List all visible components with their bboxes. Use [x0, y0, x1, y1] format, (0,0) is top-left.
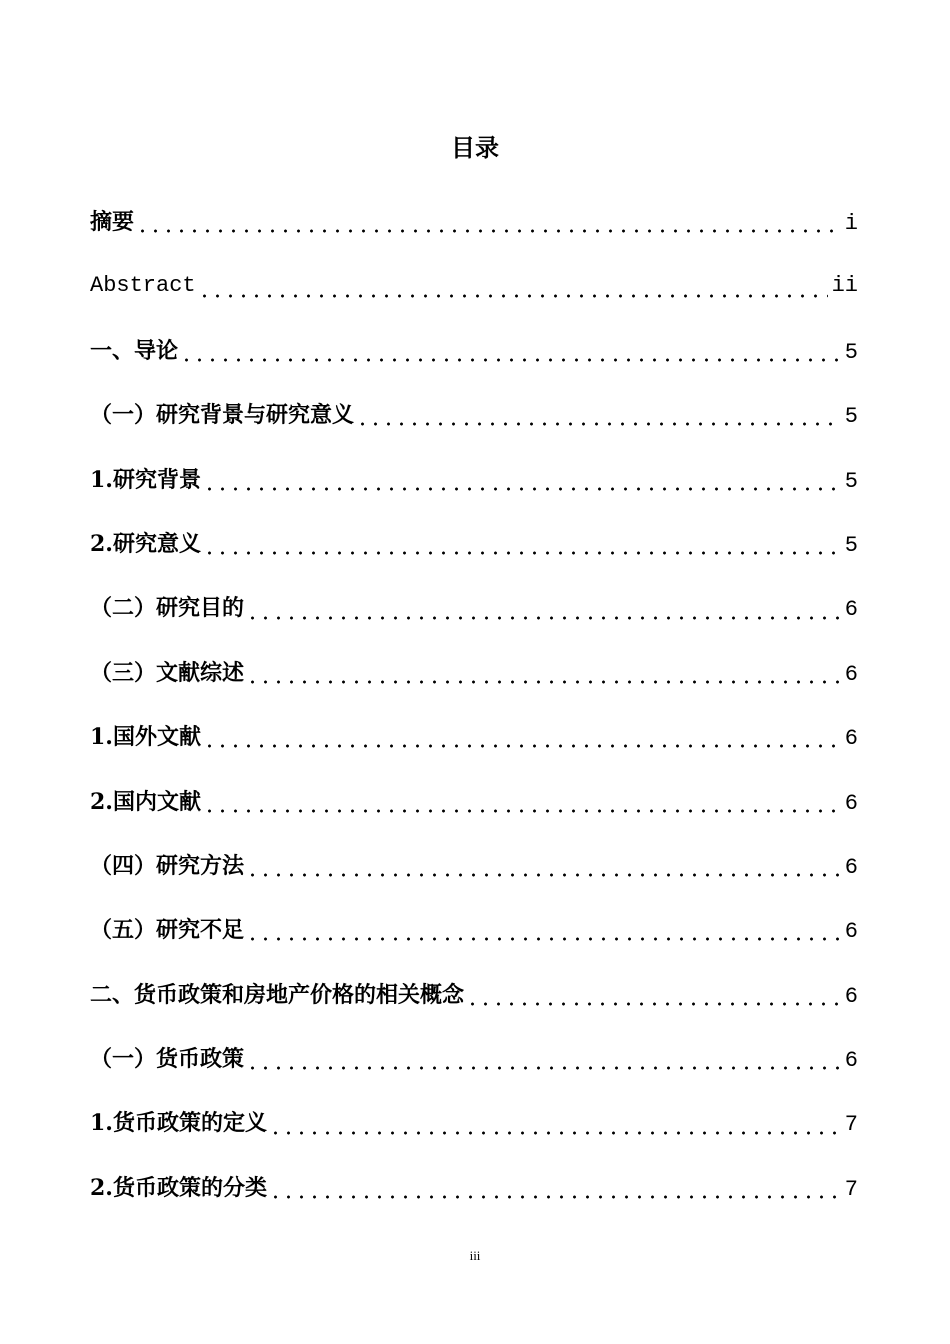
toc-entry-policy-classification[interactable]: [90, 1156, 858, 1220]
toc-entry-page: 6: [844, 983, 858, 1009]
toc-entry-label: （二）研究目的: [90, 595, 245, 622]
dot-leader: [466, 1002, 841, 1006]
dot-leader: [203, 551, 841, 555]
dot-leader: [246, 937, 841, 941]
dot-leader: [269, 1195, 841, 1199]
toc-entry-introduction[interactable]: [90, 319, 858, 383]
toc-entry-label: （四）研究方法: [90, 852, 245, 879]
dot-leader: [203, 809, 841, 813]
toc-entry-concepts[interactable]: [90, 963, 858, 1027]
toc-entry-label: 1.国外文献: [90, 724, 201, 751]
toc-entry-label: 1.研究背景: [90, 466, 201, 493]
toc-entry-domestic-literature[interactable]: [90, 770, 858, 834]
dot-leader: [198, 294, 828, 298]
toc-entry-label: （五）研究不足: [90, 917, 245, 944]
toc-entry-page: 6: [844, 919, 858, 945]
page-title: 目录: [451, 133, 499, 162]
dot-leader: [203, 744, 841, 748]
toc-entry-label: 2.货币政策的分类: [90, 1174, 267, 1201]
dot-leader: [136, 229, 841, 233]
toc-entry-background-significance[interactable]: [90, 383, 858, 447]
toc-entry-page: 7: [844, 1112, 858, 1138]
toc-entry-literature-review[interactable]: [90, 641, 858, 705]
dot-leader: [203, 487, 841, 491]
dot-leader: [269, 1131, 841, 1135]
dot-leader: [246, 680, 841, 684]
dot-leader: [180, 358, 841, 362]
toc-entry-page: 6: [844, 597, 858, 623]
toc-entry-limitations[interactable]: [90, 898, 858, 962]
toc-entry-label: Abstract: [90, 273, 196, 299]
toc-entry-page: 5: [844, 339, 858, 365]
page-number: iii: [469, 1248, 481, 1263]
toc-entry-monetary-policy[interactable]: [90, 1027, 858, 1091]
toc-entry-methods[interactable]: [90, 834, 858, 898]
toc-entry-label: 2.研究意义: [90, 530, 201, 557]
toc-entry-page: 6: [844, 1048, 858, 1074]
toc-entry-significance[interactable]: [90, 512, 858, 576]
toc-entry-label: （一）货币政策: [90, 1046, 245, 1073]
toc-entry-label: （一）研究背景与研究意义: [90, 402, 355, 429]
toc-entry-page: 6: [844, 661, 858, 687]
toc-entry-page: 5: [844, 532, 858, 558]
toc-entry-purpose[interactable]: [90, 576, 858, 640]
toc-entry-page: ii: [831, 273, 858, 299]
toc-entry-page: 6: [844, 854, 858, 880]
toc-entry-policy-definition[interactable]: [90, 1091, 858, 1155]
dot-leader: [356, 422, 841, 426]
toc-entry-page: 6: [844, 790, 858, 816]
dot-leader: [246, 873, 841, 877]
toc-entry-label: 2.国内文献: [90, 788, 201, 815]
dot-leader: [246, 1066, 841, 1070]
toc-entry-label: 摘要: [90, 209, 135, 235]
toc-entry-page: 7: [844, 1176, 858, 1202]
toc-entry-label: 二、货币政策和房地产价格的相关概念: [90, 981, 465, 1008]
toc-entry-label: 一、导论: [90, 337, 179, 364]
toc-entry-page: 6: [844, 726, 858, 752]
toc-entry-background[interactable]: [90, 448, 858, 512]
toc-entry-label: 1.货币政策的定义: [90, 1110, 267, 1137]
toc-entry-page: 5: [844, 404, 858, 430]
table-of-contents: [90, 190, 858, 1220]
toc-entry-foreign-literature[interactable]: [90, 705, 858, 769]
toc-entry-abstract-cn[interactable]: [90, 190, 858, 254]
toc-entry-page: 5: [844, 468, 858, 494]
toc-entry-abstract-en[interactable]: [90, 254, 858, 318]
dot-leader: [246, 616, 841, 620]
toc-entry-label: （三）文献综述: [90, 659, 245, 686]
toc-entry-page: i: [844, 211, 858, 236]
